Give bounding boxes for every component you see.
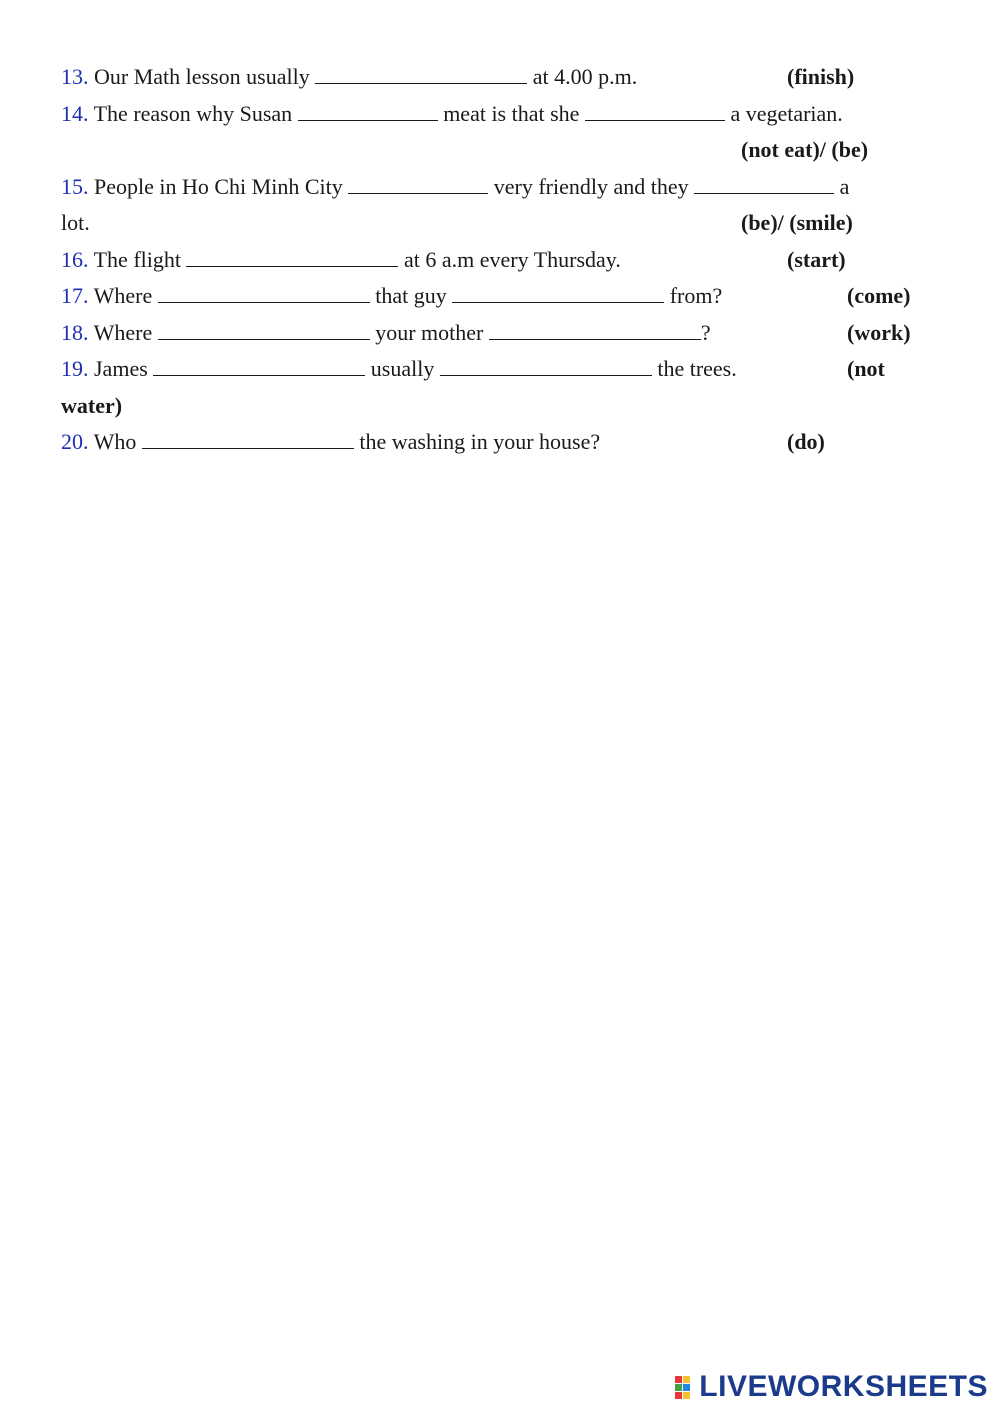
question-text: your mother: [369, 320, 489, 345]
question-text: Who: [93, 429, 142, 454]
question-text: Our Math lesson usually: [94, 64, 316, 89]
answer-blank[interactable]: [153, 355, 365, 376]
answer-blank[interactable]: [585, 100, 725, 121]
question-number: 16.: [61, 247, 89, 272]
question-number: 20.: [61, 429, 89, 454]
question-17: [61, 281, 722, 311]
question-text: meat is that she: [437, 101, 585, 126]
answer-blank[interactable]: [158, 319, 370, 340]
question-number: 19.: [61, 356, 89, 381]
answer-blank[interactable]: [440, 355, 652, 376]
question-text: a: [834, 174, 850, 199]
question-text: the washing in your house?: [353, 429, 601, 454]
question-text: usually: [365, 356, 440, 381]
question-18: [61, 318, 711, 348]
verb-hint-continued: water): [61, 393, 123, 418]
question-text: that guy: [369, 283, 453, 308]
question-19: [61, 354, 737, 384]
answer-blank[interactable]: [142, 428, 354, 449]
question-14: [61, 99, 843, 129]
verb-hint: (come): [847, 283, 911, 308]
verb-hint: (do): [787, 429, 825, 454]
answer-blank[interactable]: [186, 246, 398, 267]
question-20: [61, 427, 600, 457]
question-number: 18.: [61, 320, 89, 345]
question-text: The flight: [93, 247, 187, 272]
question-15-continued: lot.: [61, 210, 90, 235]
question-text: ?: [700, 320, 711, 345]
verb-hint: (be)/ (smile): [741, 210, 853, 235]
question-13: [61, 62, 637, 92]
question-text: Where: [93, 283, 158, 308]
question-15: [61, 172, 849, 202]
answer-blank[interactable]: [315, 63, 527, 84]
logo-grid-icon: [675, 1376, 697, 1398]
question-number: 13.: [61, 64, 89, 89]
verb-hint: (start): [787, 247, 846, 272]
answer-blank[interactable]: [489, 319, 701, 340]
question-text: from?: [664, 283, 723, 308]
verb-hint: (not eat)/ (be): [741, 137, 869, 162]
question-text: the trees.: [651, 356, 737, 381]
question-number: 17.: [61, 283, 89, 308]
answer-blank[interactable]: [694, 173, 834, 194]
liveworksheets-logo[interactable]: [675, 1370, 988, 1404]
question-text: very friendly and they: [488, 174, 695, 199]
verb-hint: (not: [847, 356, 885, 381]
question-number: 15.: [61, 174, 89, 199]
verb-hint: (finish): [787, 64, 855, 89]
brand-name: LIVEWORKSHEETS: [699, 1370, 988, 1403]
question-text: at 4.00 p.m.: [527, 64, 638, 89]
answer-blank[interactable]: [452, 282, 664, 303]
question-16: [61, 245, 621, 275]
question-text: Where: [93, 320, 158, 345]
verb-hint: (work): [847, 320, 911, 345]
answer-blank[interactable]: [158, 282, 370, 303]
question-number: 14.: [61, 101, 89, 126]
answer-blank[interactable]: [348, 173, 488, 194]
question-text: James: [94, 356, 154, 381]
question-text: People in Ho Chi Minh City: [94, 174, 349, 199]
answer-blank[interactable]: [298, 100, 438, 121]
question-text: at 6 a.m every Thursday.: [398, 247, 621, 272]
question-text: The reason why Susan: [93, 101, 298, 126]
question-text: a vegetarian.: [724, 101, 843, 126]
